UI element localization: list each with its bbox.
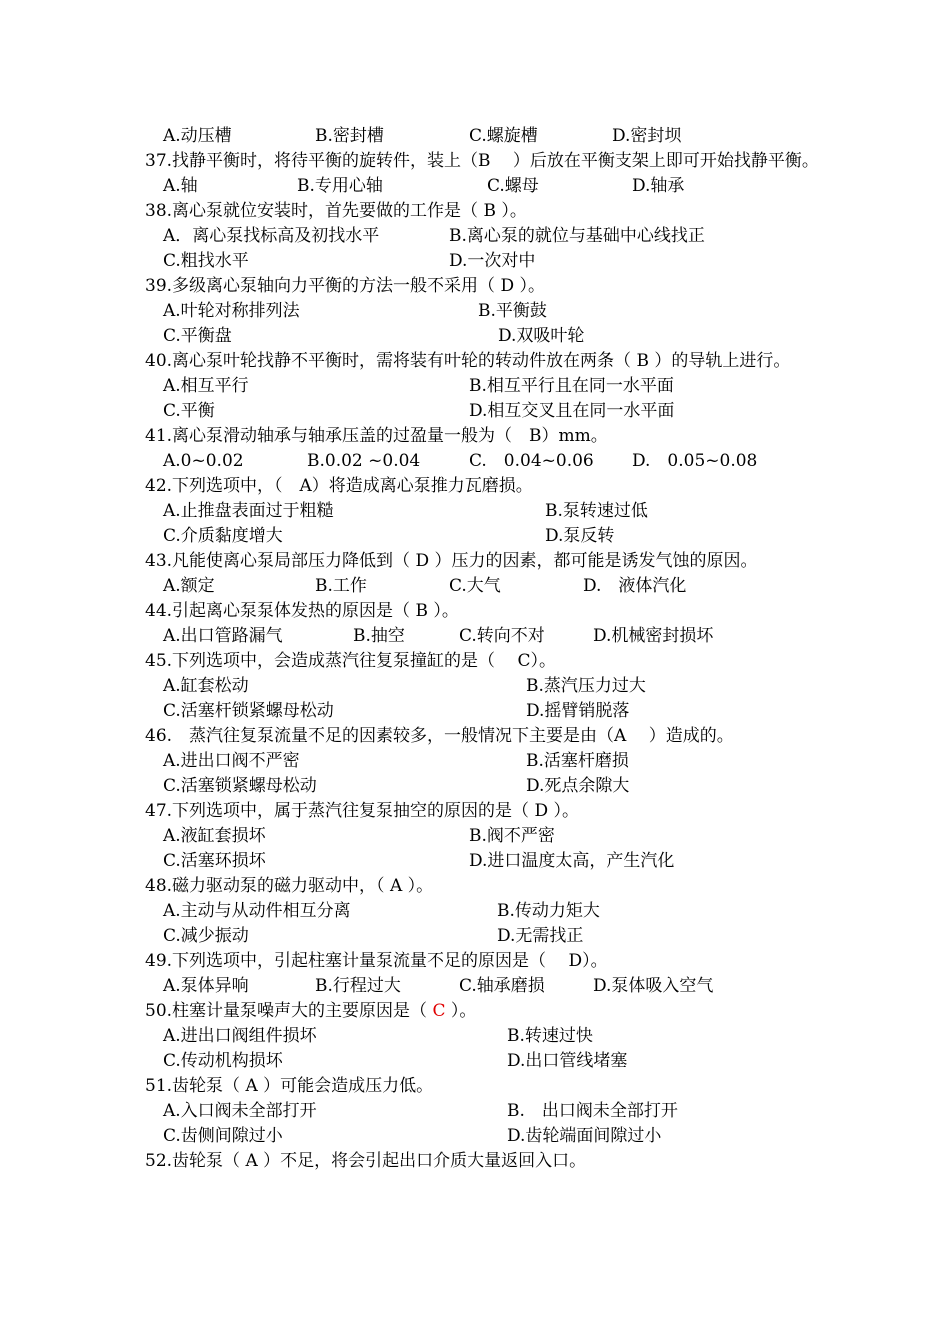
option: A.0~0.02 [163, 451, 244, 471]
option: C.活塞杆锁紧螺母松动 [163, 701, 334, 721]
option: A.叶轮对称排列法 [163, 301, 300, 321]
options-row [145, 749, 825, 774]
option: C.齿侧间隙过小 [163, 1126, 283, 1146]
option: D.泵体吸入空气 [593, 976, 714, 996]
question-52: 52.齿轮泵（ A ）不足，将会引起出口介质大量返回入口。 [145, 1151, 587, 1171]
option: D.一次对中 [449, 251, 536, 271]
question-45: 45.下列选项中，会造成蒸汽往复泵撞缸的是（ C）。 [145, 651, 556, 671]
option: C.平衡 [163, 401, 215, 421]
question-text: ）。 [445, 1001, 477, 1021]
option: D.出口管线堵塞 [507, 1051, 628, 1071]
question-49: 49.下列选项中，引起柱塞计量泵流量不足的原因是（ D）。 [145, 951, 608, 971]
options-row [145, 1124, 825, 1149]
question-43: 43.凡能使离心泵局部压力降低到（ D ）压力的因素，都可能是诱发气蚀的原因。 [145, 551, 758, 571]
option: C.轴承磨损 [459, 976, 545, 996]
option: A.止推盘表面过于粗糙 [163, 501, 334, 521]
option: D.进口温度太高，产生汽化 [469, 851, 675, 871]
option: D.泵反转 [545, 526, 615, 546]
answer-highlight: C [432, 1001, 446, 1021]
option: C.平衡盘 [163, 326, 232, 346]
option: D.死点余隙大 [526, 776, 630, 796]
question-37: 37.找静平衡时，将待平衡的旋转件，装上（B ）后放在平衡支架上即可开始找静平衡。 [145, 151, 819, 171]
option: D.齿轮端面间隙过小 [507, 1126, 662, 1146]
options-row [145, 974, 825, 999]
options-row [145, 699, 825, 724]
option: D. 0.05~0.08 [632, 451, 758, 471]
option: B.抽空 [353, 626, 405, 646]
options-row [145, 674, 825, 699]
option: D.无需找正 [497, 926, 584, 946]
option: B.蒸汽压力过大 [526, 676, 646, 696]
option: C.大气 [449, 576, 501, 596]
options-row [145, 224, 825, 249]
options-row [145, 774, 825, 799]
options-row [145, 849, 825, 874]
option: B. 出口阀未全部打开 [507, 1101, 678, 1121]
question-50 [145, 999, 825, 1024]
option: A.轴 [163, 176, 198, 196]
option: B.泵转速过低 [545, 501, 648, 521]
question-38: 38.离心泵就位安装时，首先要做的工作是（ B ）。 [145, 201, 527, 221]
options-row [145, 449, 825, 474]
options-row [145, 299, 825, 324]
option: D.密封坝 [612, 126, 682, 146]
options-row [145, 924, 825, 949]
options-row [145, 324, 825, 349]
option: B.密封槽 [315, 126, 384, 146]
options-row [145, 124, 825, 149]
options-row [145, 399, 825, 424]
option: C.活塞环损坏 [163, 851, 266, 871]
option: C.传动机构损坏 [163, 1051, 283, 1071]
options-row [145, 1024, 825, 1049]
option: B.行程过大 [315, 976, 401, 996]
options-row [145, 174, 825, 199]
option: A．离心泵找标高及初找水平 [163, 226, 380, 246]
options-row [145, 499, 825, 524]
option: A.液缸套损坏 [163, 826, 266, 846]
option: B.工作 [315, 576, 367, 596]
options-row [145, 524, 825, 549]
option: D.轴承 [632, 176, 685, 196]
option: A.额定 [163, 576, 215, 596]
question-47: 47.下列选项中，属于蒸汽往复泵抽空的原因的是（ D ）。 [145, 801, 579, 821]
option: D.摇臂销脱落 [526, 701, 630, 721]
question-46: 46. 蒸汽往复泵流量不足的因素较多，一般情况下主要是由（A ）造成的。 [145, 726, 734, 746]
question-51: 51.齿轮泵（ A ）可能会造成压力低。 [145, 1076, 434, 1096]
option: A.进出口阀不严密 [163, 751, 300, 771]
option: C.转向不对 [459, 626, 545, 646]
options-row [145, 899, 825, 924]
option: B.平衡鼓 [478, 301, 547, 321]
option: B.相互平行且在同一水平面 [469, 376, 674, 396]
option: B.离心泵的就位与基础中心线找正 [449, 226, 705, 246]
option: A.进出口阀组件损坏 [163, 1026, 317, 1046]
question-40: 40.离心泵叶轮找静不平衡时，需将装有叶轮的转动件放在两条（ B ）的导轨上进行。 [145, 351, 791, 371]
option: B.专用心轴 [297, 176, 383, 196]
option: C.粗找水平 [163, 251, 249, 271]
question-list [145, 124, 825, 1174]
option: A.泵体异响 [163, 976, 249, 996]
options-row [145, 824, 825, 849]
option: A.出口管路漏气 [163, 626, 283, 646]
question-44: 44.引起离心泵泵体发热的原因是（ B ）。 [145, 601, 459, 621]
options-row [145, 249, 825, 274]
option: D.双吸叶轮 [498, 326, 585, 346]
question-48: 48.磁力驱动泵的磁力驱动中，（ A ）。 [145, 876, 434, 896]
option: C.减少振动 [163, 926, 249, 946]
question-39: 39.多级离心泵轴向力平衡的方法一般不采用（ D ）。 [145, 276, 545, 296]
option: B.阀不严密 [469, 826, 555, 846]
option: A.主动与从动件相互分离 [163, 901, 351, 921]
options-row [145, 1099, 825, 1124]
question-42: 42.下列选项中，（ A）将造成离心泵推力瓦磨损。 [145, 476, 533, 496]
option: B.传动力矩大 [497, 901, 600, 921]
question-text: 50.柱塞计量泵噪声大的主要原因是（ [145, 1001, 433, 1021]
option: D.机械密封损坏 [593, 626, 714, 646]
options-row [145, 374, 825, 399]
options-row [145, 624, 825, 649]
option: A.缸套松动 [163, 676, 249, 696]
option: D. 液体汽化 [583, 576, 687, 596]
option: A.相互平行 [163, 376, 249, 396]
options-row [145, 1049, 825, 1074]
option: D.相互交叉且在同一水平面 [469, 401, 675, 421]
option: C.螺母 [487, 176, 539, 196]
option: A.入口阀未全部打开 [163, 1101, 317, 1121]
option: C. 0.04~0.06 [469, 451, 594, 471]
option: C.活塞锁紧螺母松动 [163, 776, 317, 796]
option: C.介质黏度增大 [163, 526, 283, 546]
option: C.螺旋槽 [469, 126, 538, 146]
option: A.动压槽 [163, 126, 232, 146]
option: B.活塞杆磨损 [526, 751, 629, 771]
option: B.0.02 ~0.04 [307, 451, 421, 471]
options-row [145, 574, 825, 599]
option: B.转速过快 [507, 1026, 593, 1046]
question-41: 41.离心泵滑动轴承与轴承压盖的过盈量一般为（ B）mm。 [145, 426, 608, 446]
